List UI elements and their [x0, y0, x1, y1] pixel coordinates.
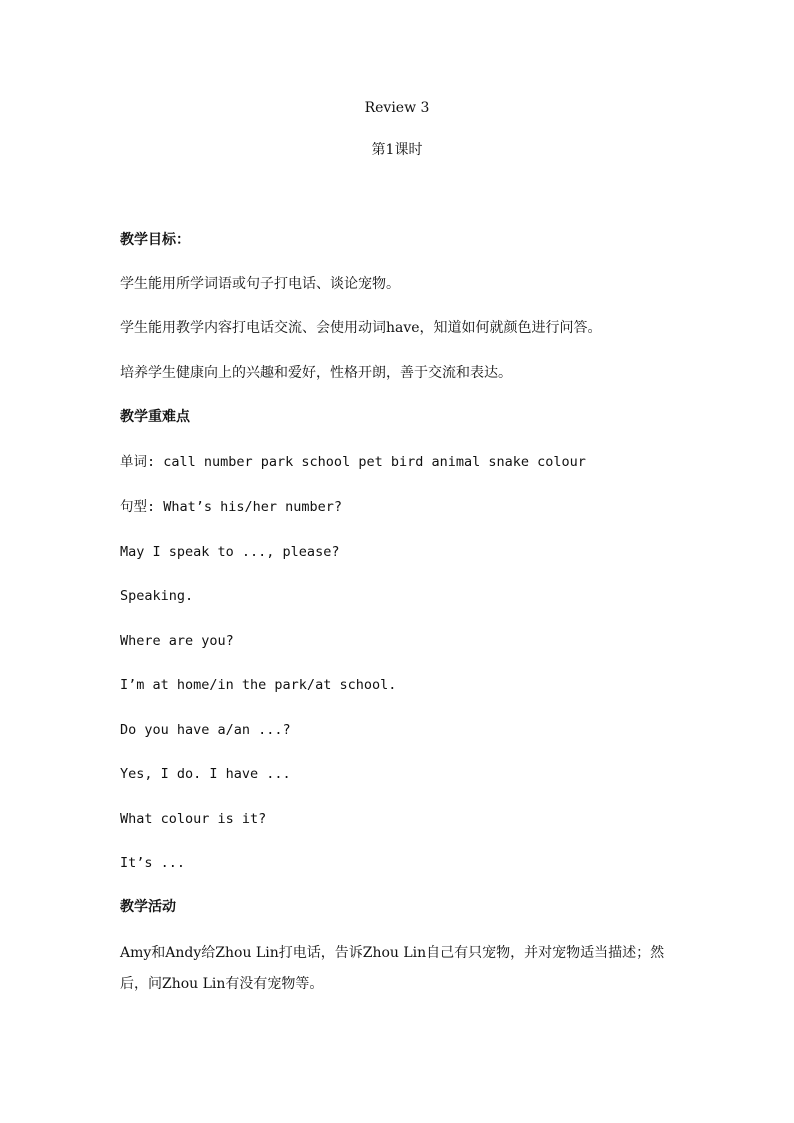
objective-item: 学生能用所学词语或句子打电话、谈论宠物。	[120, 276, 400, 292]
sentence-pattern-line: What colour is it?	[120, 811, 267, 827]
sentence-pattern-line: May I speak to ..., please?	[120, 544, 340, 560]
objective-item: 培养学生健康向上的兴趣和爱好，性格开朗，善于交流和表达。	[120, 365, 512, 381]
sentence-pattern-line: Do you have a/an ...?	[120, 722, 291, 738]
objectives-heading: 教学目标：	[120, 232, 190, 248]
lesson-period: 第1课时	[371, 142, 423, 158]
key-points-heading: 教学重难点	[120, 409, 190, 425]
sentence-pattern-line: 句型: What’s his/her number?	[120, 499, 343, 515]
sentence-pattern-line: Where are you?	[120, 633, 234, 649]
sentence-pattern-line: Speaking.	[120, 588, 194, 604]
document-title: Review 3	[364, 100, 430, 116]
objective-item: 学生能用教学内容打电话交流、会使用动词have，知道如何就颜色进行问答。	[120, 320, 602, 336]
vocabulary-line: 单词: call number park school pet bird animal snake colour	[120, 454, 586, 470]
activities-heading: 教学活动	[120, 899, 176, 915]
sentence-pattern-line: It’s ...	[120, 855, 186, 871]
activities-paragraph: Amy和Andy给Zhou Lin打电话，告诉Zhou Lin自己有只宠物，并对宠物适当描述；然后，问Zhou Lin有没有宠物等。	[120, 945, 665, 992]
sentence-pattern-line: Yes, I do. I have ...	[120, 766, 291, 782]
sentence-pattern-line: I’m at home/in the park/at school.	[120, 677, 397, 693]
